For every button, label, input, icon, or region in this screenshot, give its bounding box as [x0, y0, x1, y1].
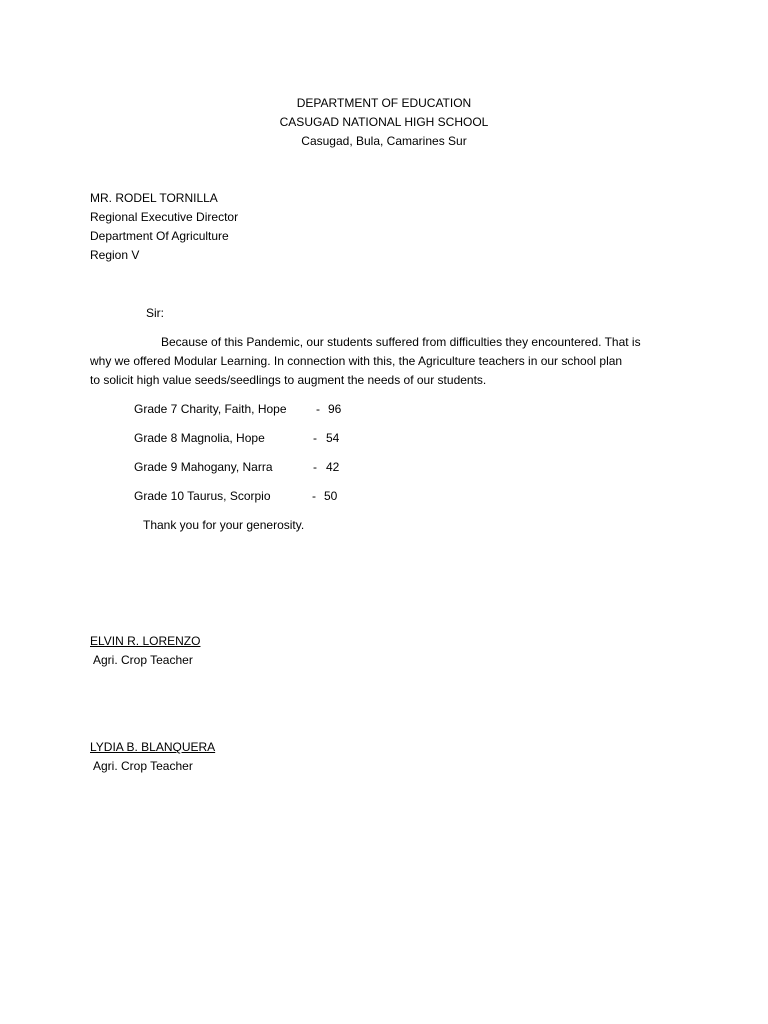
body-line: to solicit high value seeds/seedlings to augment the needs of our students. — [90, 373, 487, 387]
addressee-department: Department Of Agriculture — [90, 229, 229, 243]
grade-count: 54 — [326, 431, 340, 445]
body-line: Because of this Pandemic, our students suffered from difficulties they encountered. That is — [161, 335, 641, 349]
letterhead-address: Casugad, Bula, Camarines Sur — [301, 134, 467, 148]
grade-dash: - — [313, 460, 317, 474]
grade-count: 96 — [328, 402, 342, 416]
grade-dash: - — [316, 402, 320, 416]
grade-count: 42 — [326, 460, 340, 474]
salutation: Sir: — [146, 306, 164, 320]
closing-line: Thank you for your generosity. — [143, 518, 305, 532]
signatory-block — [90, 632, 200, 670]
grade-label: Grade 7 Charity, Faith, Hope — [134, 402, 287, 416]
signatory-block — [90, 738, 215, 776]
addressee-region: Region V — [90, 248, 140, 262]
addressee-name: MR. RODEL TORNILLA — [90, 191, 218, 205]
signatory-title: Agri. Crop Teacher — [93, 759, 193, 773]
body-paragraph — [90, 333, 680, 390]
signatory-name: ELVIN R. LORENZO — [90, 634, 201, 648]
grade-dash: - — [312, 489, 316, 503]
grade-label: Grade 8 Magnolia, Hope — [134, 431, 265, 445]
grade-count: 50 — [324, 489, 338, 503]
letterhead — [0, 94, 768, 151]
signatory-name: LYDIA B. BLANQUERA — [90, 740, 216, 754]
addressee-title: Regional Executive Director — [90, 210, 239, 224]
body-line: why we offered Modular Learning. In connection with this, the Agriculture teachers in our school plan — [90, 354, 623, 368]
grade-label: Grade 9 Mahogany, Narra — [134, 460, 273, 474]
addressee-block — [90, 189, 238, 265]
grade-label: Grade 10 Taurus, Scorpio — [134, 489, 271, 503]
grade-dash: - — [313, 431, 317, 445]
letterhead-school: CASUGAD NATIONAL HIGH SCHOOL — [279, 115, 489, 129]
letterhead-department: DEPARTMENT OF EDUCATION — [296, 96, 472, 110]
signatory-title: Agri. Crop Teacher — [93, 653, 193, 667]
